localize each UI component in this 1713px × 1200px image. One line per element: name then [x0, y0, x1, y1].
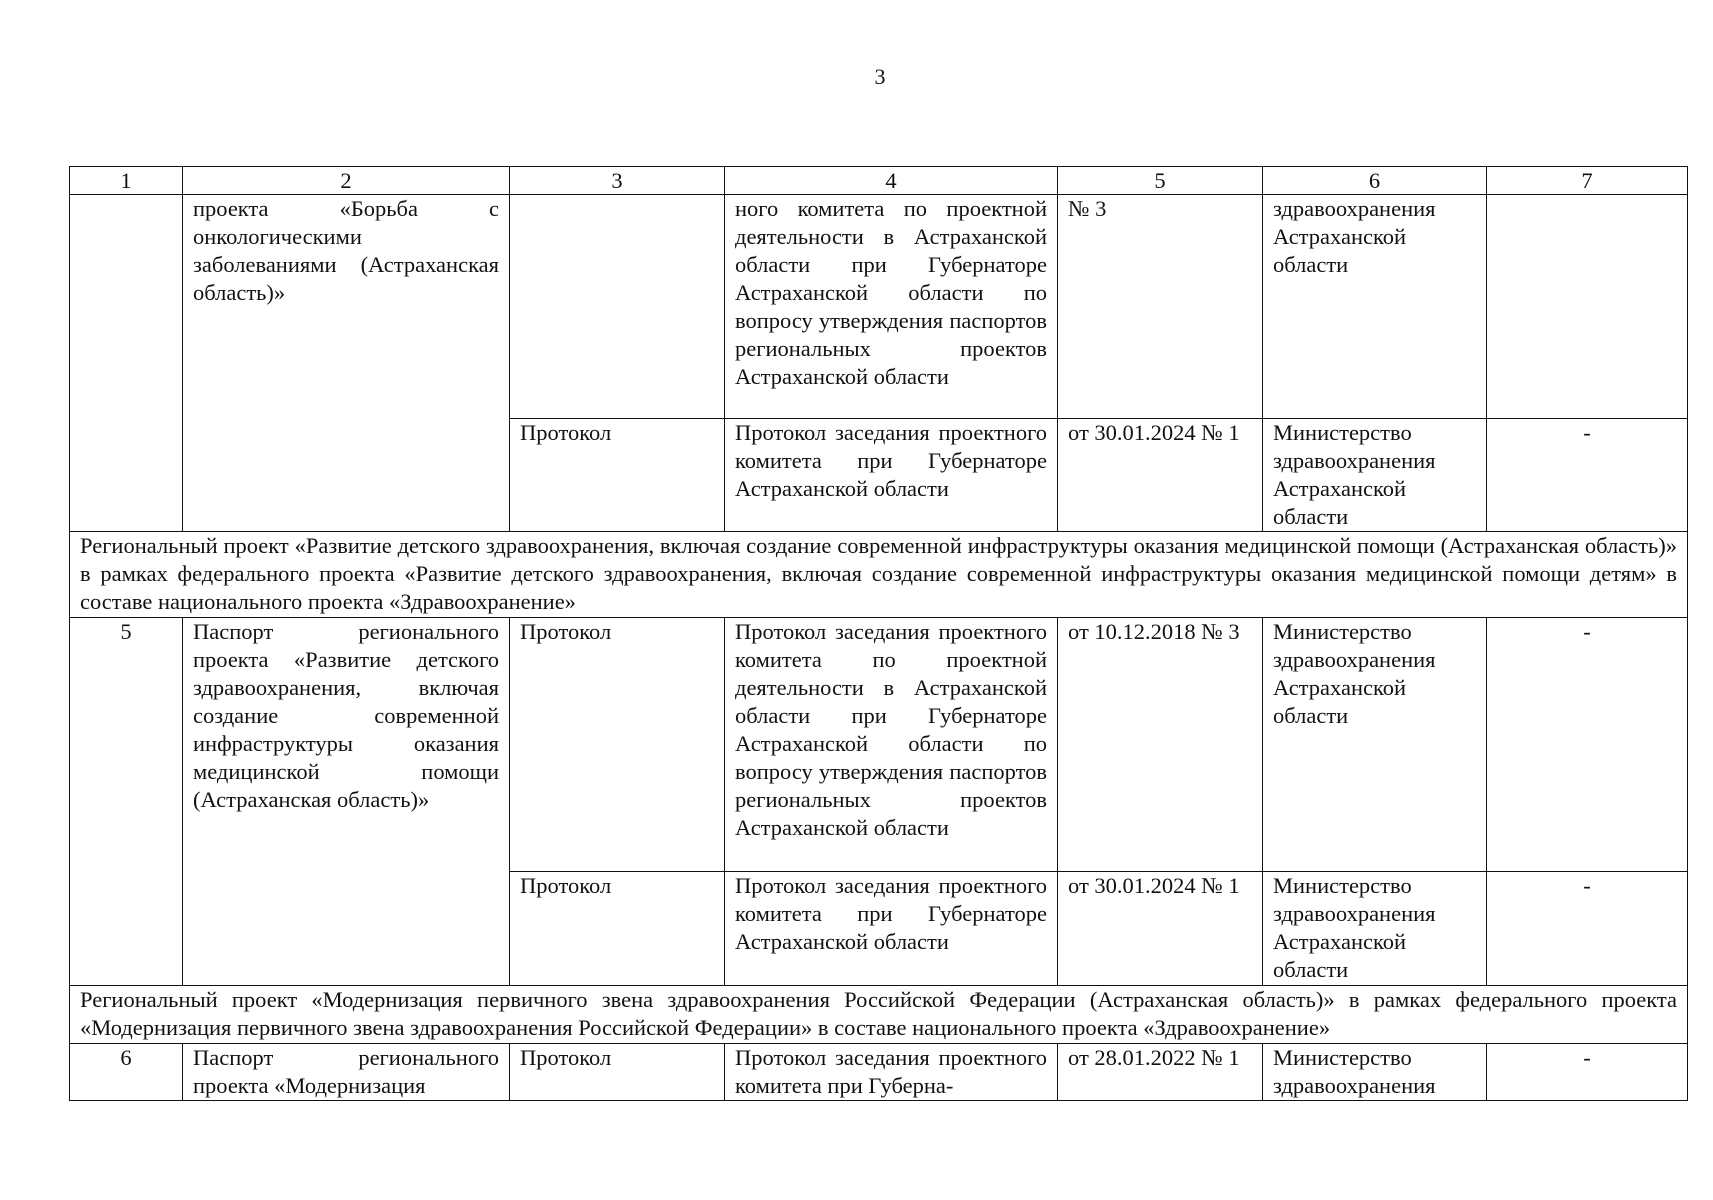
cell-document-type: Протокол [510, 872, 725, 986]
cell-date-number: № 3 [1058, 195, 1263, 419]
page-number: 3 [874, 64, 886, 89]
cell-document-details: Протокол заседания проектного комитета при Губернаторе Астраханской области [725, 872, 1058, 986]
cell-note: - [1487, 1044, 1688, 1101]
cell-document-details: Протокол заседания проектного комитета по проектной деятельности в Астраханской области при Губернаторе Астраханской области по вопросу утверждения паспортов региональных проектов Астраханской области [725, 618, 1058, 872]
cell-date-number: от 30.01.2024 № 1 [1058, 872, 1263, 986]
cell-number: 6 [70, 1044, 183, 1101]
cell-document-details: ного комитета по проектной деятельности в Астраханской области при Губернаторе Астраханской области по вопросу утверждения паспортов региональных проектов Астраханской области [725, 195, 1058, 419]
header-col-1: 1 [70, 167, 183, 195]
cell-document-name: Паспорт регионального проекта «Развитие детского здравоохранения, включая создание современной инфраструктуры оказания медицинской помощи (Астраханская область)» [183, 618, 510, 986]
cell-date-number: от 10.12.2018 № 3 [1058, 618, 1263, 872]
cell-note: - [1487, 618, 1688, 872]
cell-date-number: от 28.01.2022 № 1 [1058, 1044, 1263, 1101]
cell-number: 5 [70, 618, 183, 986]
section-row [70, 532, 1688, 618]
section-heading: Региональный проект «Модернизация первичного звена здравоохранения Российской Федерации (Астраханская область)» в рамках федерального проекта «Модернизация первичного звена здравоохранения Российской Федерации» в составе национального проекта «Здравоохранение» [70, 986, 1688, 1044]
cell-note [1487, 195, 1688, 419]
cell-authority: Министерство здравоохранения Астраханской области [1263, 872, 1487, 986]
header-col-3: 3 [510, 167, 725, 195]
table-row [70, 618, 1688, 872]
header-col-7: 7 [1487, 167, 1688, 195]
header-row [70, 167, 1688, 195]
cell-date-number: от 30.01.2024 № 1 [1058, 419, 1263, 532]
cell-document-type: Протокол [510, 419, 725, 532]
table-row [70, 1044, 1688, 1101]
cell-document-name: Паспорт регионального проекта «Модернизация [183, 1044, 510, 1101]
cell-authority: Министерство здравоохранения [1263, 1044, 1487, 1101]
cell-number [70, 195, 183, 532]
registry-table [69, 166, 1688, 1101]
cell-document-details: Протокол заседания проектного комитета при Губерна- [725, 1044, 1058, 1101]
cell-authority: Министерство здравоохранения Астраханской области [1263, 419, 1487, 532]
section-row [70, 986, 1688, 1044]
section-heading: Региональный проект «Развитие детского здравоохранения, включая создание современной инфраструктуры оказания медицинской помощи (Астраханская область)» в рамках федерального проекта «Развитие детского здравоохранения, включая создание современной инфраструктуры оказания медицинской помощи детям» в составе национального проекта «Здравоохранение» [70, 532, 1688, 618]
table-row [70, 195, 1688, 419]
cell-document-details: Протокол заседания проектного комитета при Губернаторе Астраханской области [725, 419, 1058, 532]
cell-note: - [1487, 872, 1688, 986]
cell-document-name: проекта «Борьба с онкологическими заболеваниями (Астраханская область)» [183, 195, 510, 532]
header-col-6: 6 [1263, 167, 1487, 195]
cell-document-type: Протокол [510, 1044, 725, 1101]
cell-document-type [510, 195, 725, 419]
header-col-5: 5 [1058, 167, 1263, 195]
cell-authority: Министерство здравоохранения Астраханской области [1263, 618, 1487, 872]
cell-authority: здравоохранения Астраханской области [1263, 195, 1487, 419]
cell-document-type: Протокол [510, 618, 725, 872]
cell-note: - [1487, 419, 1688, 532]
header-col-2: 2 [183, 167, 510, 195]
header-col-4: 4 [725, 167, 1058, 195]
